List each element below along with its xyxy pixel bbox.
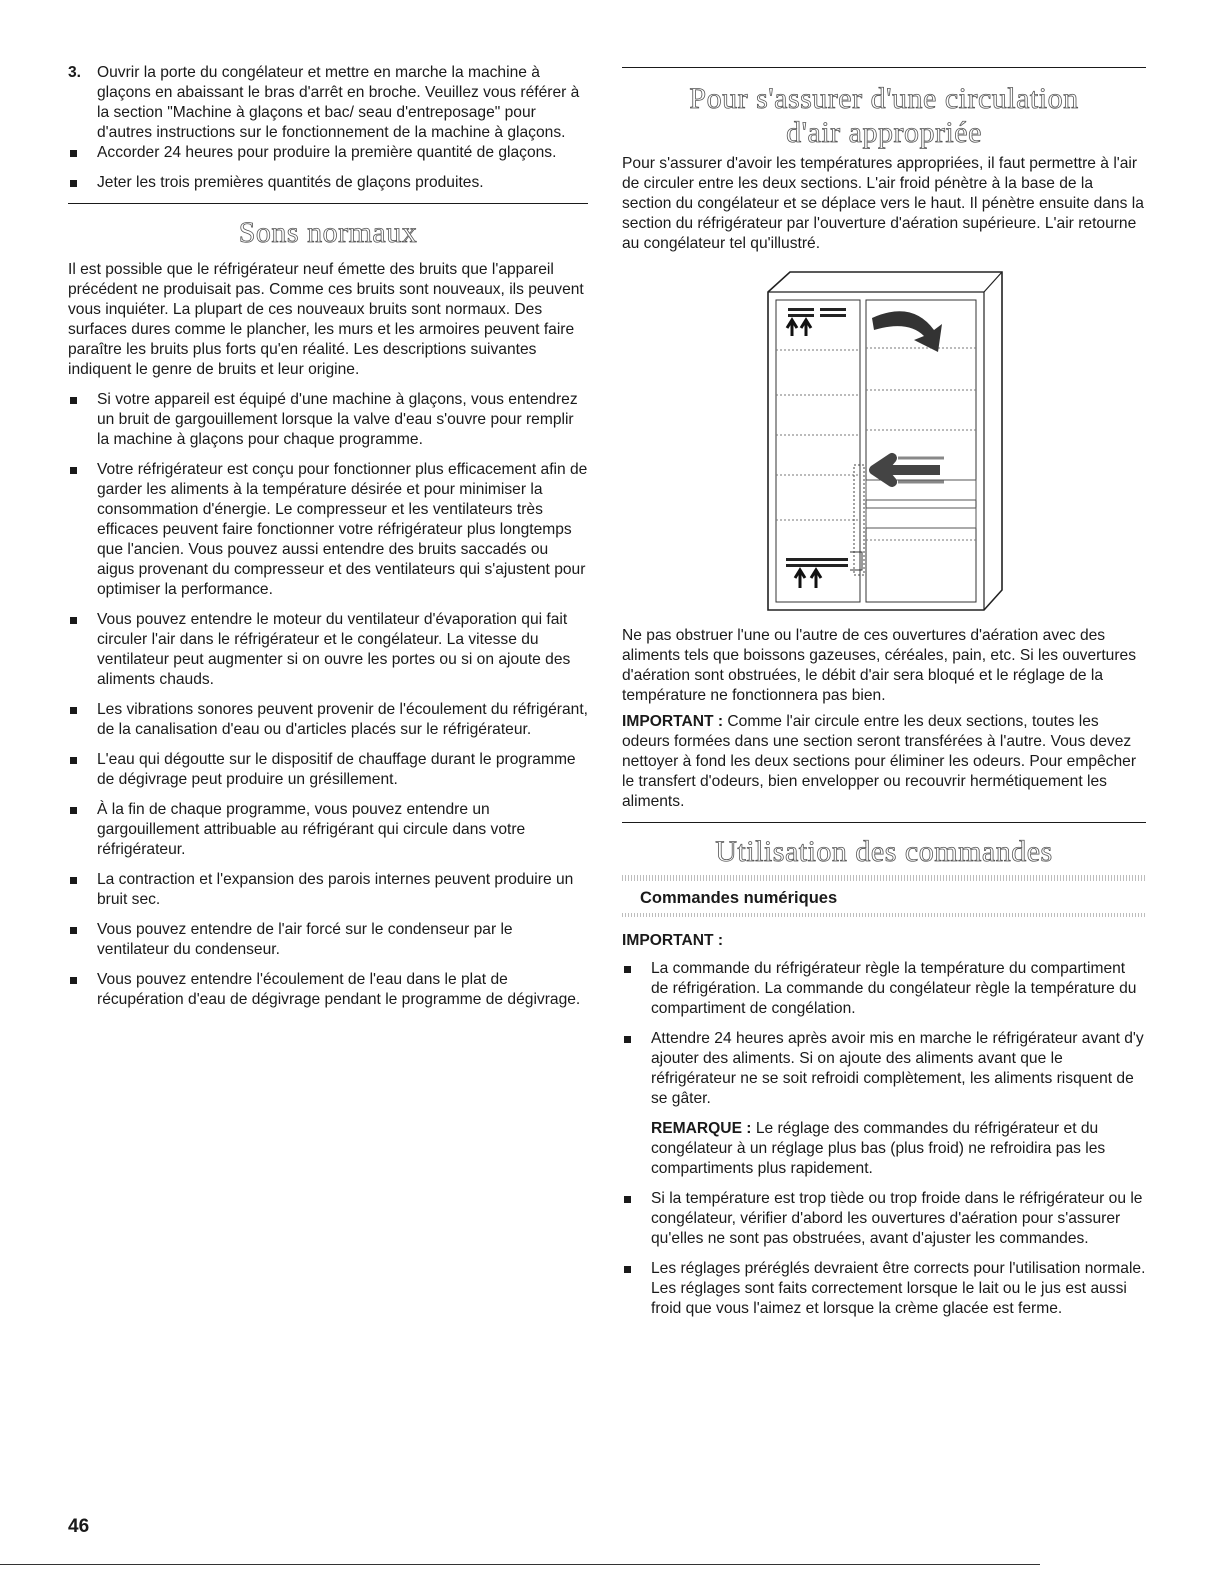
list-item: Votre réfrigérateur est conçu pour fonctionner plus efficacement afin de garder les aliments à la température désirée et pour minimiser la consommation d'énergie. Le compresseur et les ventilateurs très efficaces peuvent faire fonctionner votre réfrigérateur plus longtemps que l'ancien. Vous pouvez aussi entendre des bruits saccadés ou aigus provenant du compresseur et des ventilateurs qui s'ajustent pour optimiser la performance.	[68, 460, 588, 600]
footer-rule	[0, 1564, 1040, 1565]
list-item-text: Attendre 24 heures après avoir mis en marche le réfrigérateur avant d'y ajouter des aliments. Si on ajoute des aliments avant que le réfrigérateur ne se soit refroidi complètement, les aliments risquent de se gâter.	[651, 1030, 1144, 1107]
airflow-diagram	[762, 270, 1007, 620]
important-text: Comme l'air circule entre les deux sections, toutes les odeurs formées dans une section seront transférées à l'autre. Vous devez nettoyer à fond les deux sections pour éliminer les odeurs. Pour empêcher le transfert d'odeurs, bien envelopper ou recouvrir hermétiquement les aliments.	[622, 713, 1137, 810]
step-3-text: Ouvrir la porte du congélateur et mettre en marche la machine à glaçons en abaissant le bras d'arrêt en broche. Veuillez vous référer à la section "Machine à glaçons et bac/ seau d'entreposage" pour d'autres instructions sur le fonctionnement de la machine à glaçons.	[97, 64, 580, 141]
step-3-bullets	[68, 143, 588, 193]
section-divider	[68, 203, 588, 204]
list-item: À la fin de chaque programme, vous pouvez entendre un gargouillement attribuable au réfrigérant qui circule dans votre réfrigérateur.	[68, 800, 588, 860]
step-3	[68, 63, 588, 193]
list-item: Les réglages préréglés devraient être corrects pour l'utilisation normale. Les réglages sont faits correctement lorsque le lait ou le jus est aussi froid que vous l'aimez et lorsque la crème glacée est ferme.	[622, 1259, 1146, 1319]
remarque-note	[651, 1119, 1146, 1179]
list-item: La commande du réfrigérateur règle la température du compartiment de réfrigération. La commande du congélateur règle la température du compartiment de congélation.	[622, 959, 1146, 1019]
list-item: Vous pouvez entendre l'écoulement de l'eau dans le plat de récupération d'eau de dégivrage pendant le programme de dégivrage.	[68, 970, 588, 1010]
list-item	[622, 1029, 1146, 1179]
left-column	[68, 0, 588, 1020]
list-item: Si la température est trop tiède ou trop froide dans le réfrigérateur ou le congélateur, vérifier d'abord les ouvertures d'aération pour s'assurer qu'elles ne sont pas obstruées, avant d'ajuster les commandes.	[622, 1189, 1146, 1249]
airflow-warning: Ne pas obstruer l'une ou l'autre de ces ouvertures d'aération avec des aliments tels que boissons gazeuses, céréales, pain, etc. Si les ouvertures d'aération sont obstruées, le débit d'air sera bloqué et le réglage de la température ne fonctionnera pas bien.	[622, 627, 1136, 704]
section-divider	[622, 822, 1146, 823]
dotted-bar	[622, 913, 1146, 917]
list-item: Accorder 24 heures pour produire la première quantité de glaçons.	[68, 143, 588, 163]
refrigerator-airflow-illustration	[762, 270, 1007, 620]
remarque-text: Le réglage des commandes du réfrigérateur et du congélateur à un réglage plus bas (plus froid) ne refroidira pas les compartiments plus rapidement.	[651, 1120, 1106, 1177]
airflow-intro: Pour s'assurer d'avoir les températures appropriées, il faut permettre à l'air de circuler entre les deux sections. L'air froid pénètre à la base de la section du congélateur et se déplace vers le haut. Il pénètre ensuite dans la section du réfrigérateur par l'ouverture d'aération supérieure. L'air retourne au congélateur tel qu'illustré.	[622, 155, 1144, 252]
list-item: La contraction et l'expansion des parois internes peuvent produire un bruit sec.	[68, 870, 588, 910]
list-item: Si votre appareil est équipé d'une machine à glaçons, vous entendrez un bruit de gargouillement lorsque la valve d'eau s'ouvre pour remplir la machine à glaçons pour chaque programme.	[68, 390, 588, 450]
controls-bullets	[622, 959, 1146, 1319]
list-item: Jeter les trois premières quantités de glaçons produites.	[68, 173, 588, 193]
list-item: Vous pouvez entendre de l'air forcé sur le condenseur par le ventilateur du condenseur.	[68, 920, 588, 960]
section-title-circulation-air: Pour s'assurer d'une circulation d'air appropriée	[689, 82, 1079, 149]
list-item: Les vibrations sonores peuvent provenir de l'écoulement du réfrigérant, de la canalisation d'eau ou d'articles placés sur le réfrigérateur.	[68, 700, 588, 740]
step-number: 3.	[68, 64, 82, 81]
airflow-important	[622, 712, 1146, 812]
controls-important-label: IMPORTANT :	[622, 932, 724, 949]
sons-bullets	[68, 390, 588, 1010]
section-title-commandes: Utilisation des commandes	[715, 835, 1053, 868]
right-column	[622, 0, 1146, 1329]
subhead-commandes-numeriques: Commandes numériques	[640, 889, 838, 907]
page-number: 46	[68, 1516, 90, 1537]
section-divider	[622, 67, 1146, 68]
remarque-label: REMARQUE :	[651, 1120, 752, 1137]
dotted-bar	[622, 875, 1146, 881]
list-item: L'eau qui dégoutte sur le dispositif de chauffage durant le programme de dégivrage peut produire un grésillement.	[68, 750, 588, 790]
list-item: Vous pouvez entendre le moteur du ventilateur d'évaporation qui fait circuler l'air dans le réfrigérateur et le congélateur. La vitesse du ventilateur peut augmenter si on ouvre les portes ou si on ajoute des aliments chauds.	[68, 610, 588, 690]
section-title-sons-normaux: Sons normaux	[238, 216, 418, 249]
sons-intro: Il est possible que le réfrigérateur neuf émette des bruits que l'appareil précédent ne produisait pas. Comme ces bruits sont nouveaux, ils peuvent vous inquiéter. La plupart de ces nouveaux bruits sont normaux. Des surfaces dures comme le plancher, les murs et les armoires peuvent faire paraître les bruits plus forts qu'en réalité. Les descriptions suivantes indiquent le genre de bruits et leur origine.	[68, 261, 584, 378]
important-label: IMPORTANT :	[622, 713, 724, 730]
